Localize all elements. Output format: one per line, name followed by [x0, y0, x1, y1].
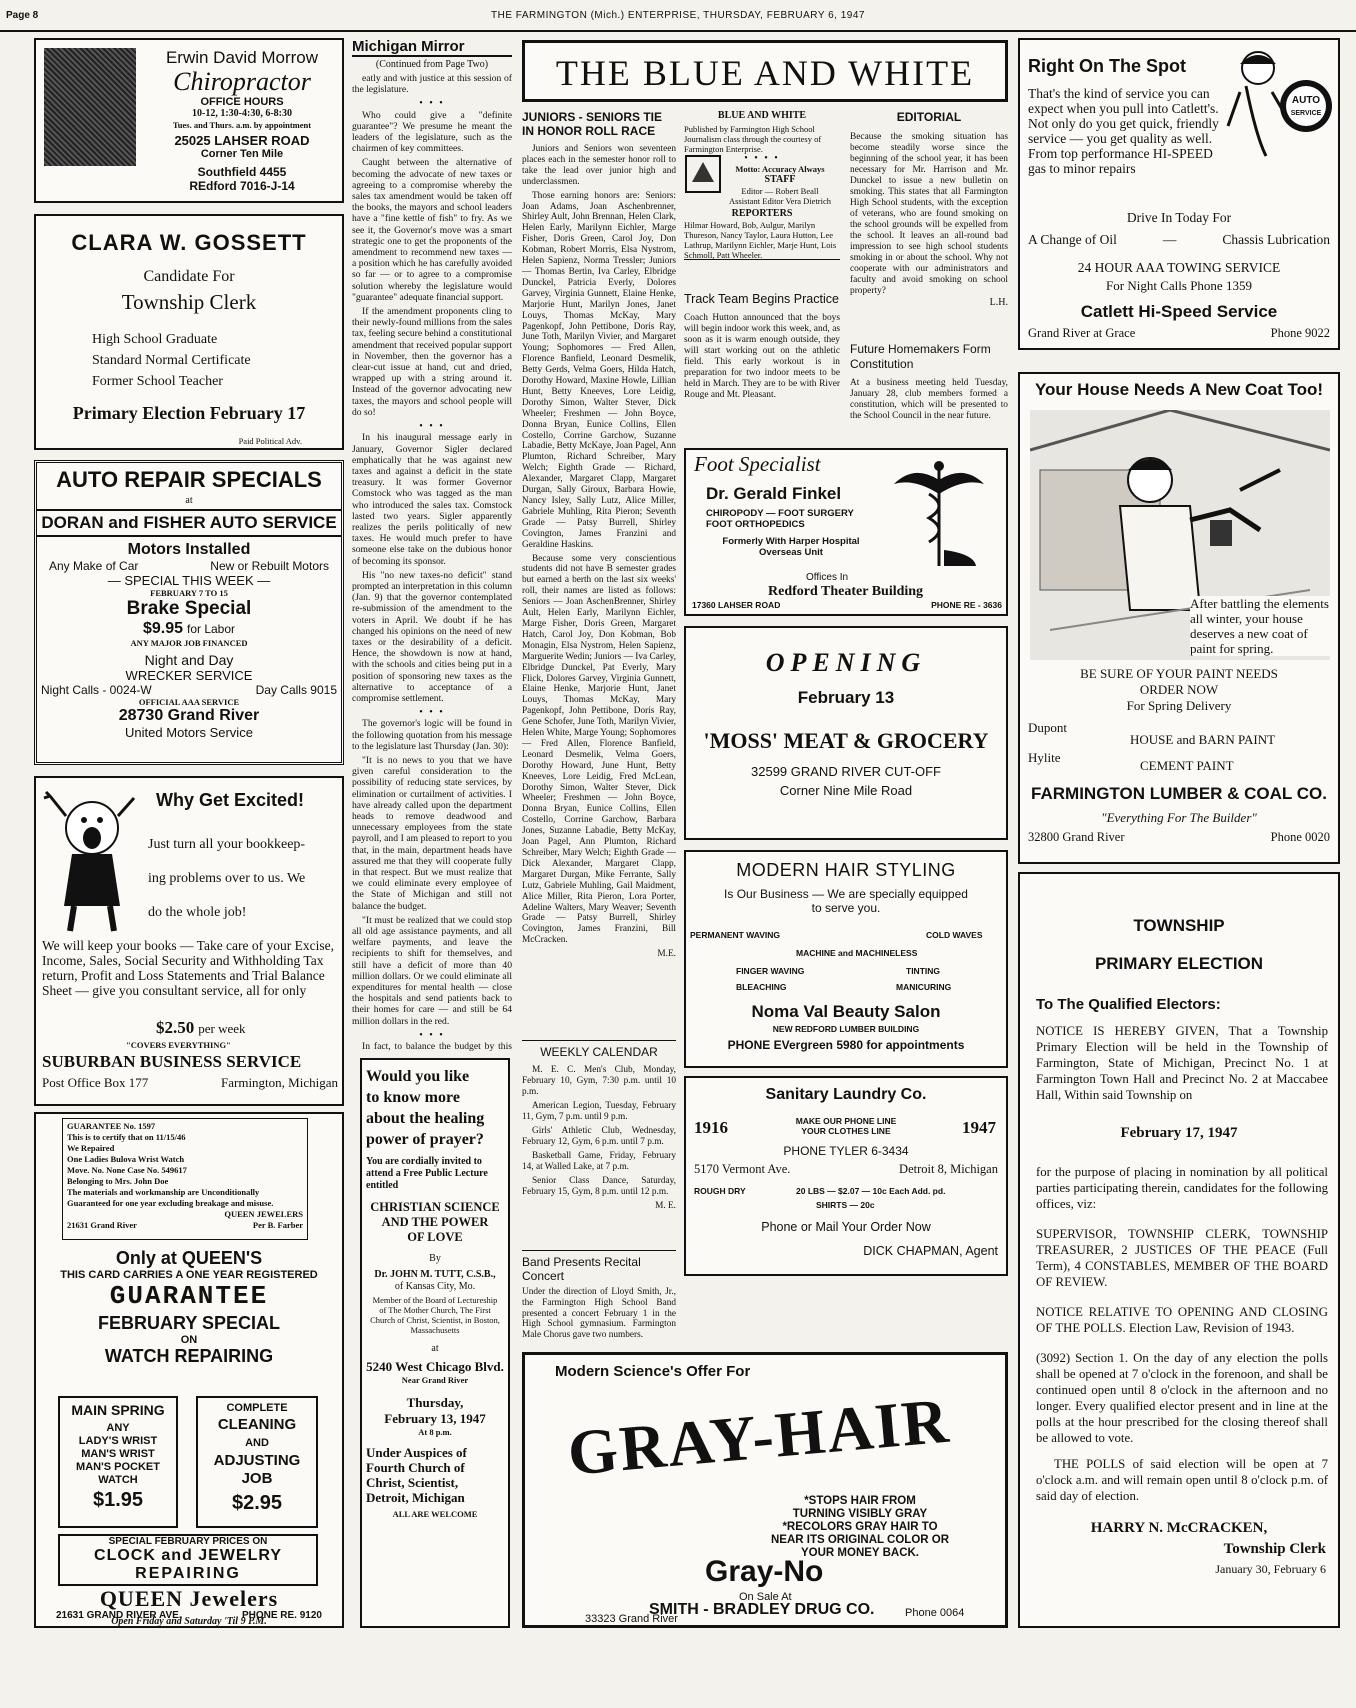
signer-role: Township Clerk	[1223, 1541, 1326, 1557]
paragraph: "It must be realized that we could stop all old age assistance payments, and all welfare payments, and leave the recipients to shift for themselves, and still have a deficit of more than 40 million dollars. Or we could eliminate all expenditures for mental health — close the hospitals and send patients back to their homes for care — and still be 64 million dollars in the red.	[352, 914, 512, 1027]
township-election-notice	[1018, 872, 1340, 1628]
for-labor: for Labor	[187, 622, 236, 636]
ad-gossett	[34, 214, 344, 450]
po-box: Post Office Box 177	[42, 1075, 149, 1090]
subtitle-2: to serve you.	[811, 901, 881, 915]
venue: 5240 West Chicago Blvd.	[366, 1359, 504, 1374]
article-title: JUNIORS - SENIORS TIE IN HONOR ROLL RACE	[522, 110, 663, 138]
night-and-day: Night and Day	[144, 652, 234, 668]
notice-paragraph: for the purpose of placing in nomination by all political parties participating therein, candidates for the following offices, viz:	[1036, 1165, 1328, 1211]
financed: ANY MAJOR JOB FINANCED	[130, 638, 248, 648]
agent: DICK CHAPMAN, Agent	[863, 1244, 998, 1258]
notice-paragraph: NOTICE RELATIVE TO OPENING AND CLOSING OF THE POLLS. Election Law, Revision of 1943.	[1036, 1305, 1328, 1335]
shirts: SHIRTS — 20c	[816, 1200, 875, 1210]
company-name: FARMINGTON LUMBER & COAL CO.	[1031, 784, 1327, 803]
special-prices-box	[58, 1534, 318, 1586]
hours: 10-12, 1:30-4:30, 6-8:30	[192, 108, 292, 119]
cleaning-item: ADJUSTING	[213, 1452, 301, 1469]
day: Thursday,	[406, 1395, 464, 1410]
house-barn-paint: HOUSE and BARN PAINT	[1130, 732, 1276, 747]
service: MACHINE and MACHINELESS	[796, 948, 918, 958]
service: BLEACHING	[736, 982, 787, 992]
caduceus-foot-icon	[884, 454, 994, 574]
store: SMITH - BRADLEY DRUG CO.	[649, 1601, 875, 1618]
slogan: "Everything For The Builder"	[1101, 810, 1257, 825]
covers: "COVERS EVERYTHING"	[126, 1040, 231, 1050]
speaker-city: of Kansas City, Mo.	[394, 1281, 476, 1292]
ad-queen-jewelers	[34, 1112, 344, 1628]
mainspring-item: MAN'S POCKET	[76, 1461, 160, 1473]
brand: Gray-No	[705, 1555, 824, 1588]
ticket-move: Move. No. None Case No. 549617	[67, 1165, 187, 1175]
formerly: Formerly With Harper Hospital	[722, 536, 860, 547]
qualification-3: Former School Teacher	[92, 374, 223, 389]
calendar-item: American Legion, Tuesday, February 11, Gym, 7 p.m. until 9 p.m.	[522, 1101, 676, 1122]
near: Near Grand River	[401, 1375, 469, 1385]
day-calls: Day Calls 9015	[255, 683, 337, 697]
calendar-item: Senior Class Dance, Saturday, February 15, Gym, 8 p.m. until 12 p.m.	[522, 1176, 676, 1197]
ad-morrow-chiropractor	[34, 38, 344, 203]
spring-delivery: For Spring Delivery	[1126, 698, 1232, 713]
location: Grand River at Grace	[1028, 326, 1136, 340]
drive-in: Drive In Today For	[1126, 210, 1232, 225]
oil-change: A Change of Oil	[1028, 232, 1117, 247]
paragraph: Caught between the alternative of becoming the advocate of new taxes or agreeing to a compromise whereby the sales tax amendment would be taken off the books, the mayors and school leaders have a "fine kettle of fish" to fry. As we see it, the Governor's move was a smart strategic one to get the proponents of the amendment to recommend new taxes — a position which he has carefully avoided so far — or to agree to a compromise solution whereby the legislature would "guarantee" adequate financial support.	[352, 157, 512, 303]
offer: Modern Science's Offer For	[555, 1363, 751, 1380]
cartoon-figure-icon	[42, 786, 142, 936]
year-founded: 1916	[694, 1118, 728, 1137]
qualification-1: High School Graduate	[92, 332, 218, 347]
article-body: Under the direction of Lloyd Smith, Jr., the Farmington High School Band presented a concert February 1 in the High School gymnasium. Farmington Male Chorus gave two numbers.	[522, 1287, 676, 1341]
address: 28730 Grand River	[118, 707, 260, 724]
editorial-title: EDITORIAL	[896, 110, 962, 124]
article-title: Band Presents Recital Concert	[522, 1250, 676, 1283]
notice-paragraph: SUPERVISOR, TOWNSHIP CLERK, TOWNSHIP TREASURER, 2 JUSTICES OF THE PEACE (Full Term), 4 CONSTABLES, MEMBER OF THE BOARD OF REVIEW.	[1036, 1227, 1328, 1289]
notice-title-2: PRIMARY ELECTION	[1094, 954, 1264, 973]
welcome: ALL ARE WELCOME	[392, 1509, 478, 1519]
jeweler-address: 21631 GRAND RIVER AVE.	[56, 1610, 182, 1621]
headline-2: to know more	[366, 1089, 460, 1106]
appointment: Tues. and Thurs. a.m. by appointment	[172, 120, 312, 130]
specialty-1: CHIROPODY — FOOT SURGERY	[706, 508, 854, 519]
headline-4: power of prayer?	[366, 1131, 484, 1148]
editorial-signature: L.H.	[989, 297, 1008, 308]
ad-title: Foot Specialist	[694, 452, 821, 476]
official-aaa: OFFICIAL AAA SERVICE	[138, 697, 240, 707]
shop-name: DORAN and FISHER AUTO SERVICE	[37, 509, 341, 537]
signer: HARRY N. McCRACKEN,	[1090, 1520, 1268, 1536]
paragraph: Because some very conscientious students did not have B semester grades but earned a berth on the last six weeks' roll, their names are listed as follows: Seniors — Joan AschenBrenner, Shirley Ault, Helen Early, Marilynn Eichler, Marge Fisher, Doris Green, Margaret Hatch, Carol Joy, Don Kobman, Bob Monagin, Elsa Nystrom, Helen Sapienz, Marguerite Wedin; Juniors — Iva Carley, Elbridge Dunckel, Pat Everly, Mary Flick, Dolores Garvey, Virginia Gunnett, Elaine Henke, Marjorie Hunt, Janet Louys, Thomas McKay, Mary Pagenkopf, John Pettibone, Doris Ray, Gene Schofer, June Toth, Marilyn Vivier, Helen White, Marge Young; Sophomores — Fred Allen, Florence Banfield, Leonard Desmelik, Velma Goers, Dorothy Howard, June Hunt, Betty Kneeves, Lore Leidig, Fred McLean, Dorothy Simon, Walter Stever, Dick Wheeler; Freshmen — John Boyce, Donna Bryan, Eunice Collins, Ellen Costello, Corrine Garchow, Barbara Jones, Suzanne Labadie, Betty McKay, Joan Pagel, Ann Plumton, Richard Schreiber, Mary Welch; Eighth Grade — Dick Alexander, Margaret Clapp, Margaret Durgan, Mike Ferrante, Sally Lutz, Gabriele Muhling, Gail Maidment, Alice Miller, Rita Pieron, Lora Porter, Adeline Walters, Mary Weaver; Seventh Grade — Patsy Burrell, Shirley Covington, James Franzini, Bill McCracken.	[522, 553, 676, 946]
carries: THIS CARD CARRIES A ONE YEAR REGISTERED	[60, 1269, 318, 1281]
salon-phone: PHONE EVergreen 5980 for appointments	[727, 1038, 965, 1052]
motors-installed: Motors Installed	[127, 541, 251, 558]
opening-date: February 13	[797, 688, 895, 707]
mainspring-item: LADY'S WRIST	[78, 1435, 158, 1447]
speaker: Dr. JOHN M. TUTT, C.S.B.,	[374, 1269, 496, 1280]
overseas: Overseas Unit	[759, 547, 823, 558]
cleaning-item: AND	[245, 1437, 269, 1449]
per-week: per week	[198, 1021, 246, 1036]
ticket-queen: QUEEN JEWELERS	[224, 1209, 303, 1219]
watch-repairing: WATCH REPAIRING	[104, 1346, 274, 1366]
paragraph: His "no new taxes-no deficit" stand prompted an interpretation in this column (Jan. 9) that the governor contemplated re-submission of the amendment to the voters in April. We doubt if he has changed his opinions on the need of new taxes or the desirability of a deficit. Hence, the showdown is now at hand, with the schools and cities being put in a position of sponsoring new taxes as the alternative to acceptance of a compromise settlement.	[352, 569, 512, 704]
price: $9.95	[142, 620, 183, 637]
ad-doran-fisher	[34, 460, 344, 765]
jeweler-name: QUEEN Jewelers	[99, 1588, 279, 1611]
ticket-we: We Repaired	[67, 1143, 115, 1153]
notice-paragraph: NOTICE IS HEREBY GIVEN, That a Township Primary Election will be held in the Township of Farmington, State of Michigan, Precinct No. 1 at Farmington Town Hall and Precinct No. 2 at Maccabee Hall, Within said Township on	[1036, 1024, 1328, 1102]
ad-catlett	[1018, 38, 1340, 350]
calendar-item: M. E. C. Men's Club, Monday, February 10, Gym, 7:30 p.m. until 10 p.m.	[522, 1065, 676, 1097]
headline-1: Would you like	[366, 1068, 470, 1085]
notice-date: February 17, 1947	[1120, 1125, 1238, 1141]
offices-in: Offices In	[806, 572, 849, 583]
wrecker: WRECKER SERVICE	[125, 668, 253, 683]
notice-paragraph: (3092) Section 1. On the day of any election the polls shall be opened at 7 o'clock in the forenoon, and shall be continued open until 8 o'clock in the afternoon and no longer. Every qualified elector present and in line at the polls at the hour prescribed for the closing thereof shall be allowed to vote.	[1036, 1351, 1328, 1445]
band-article	[522, 1250, 676, 1346]
michigan-mirror-column: Michigan Mirror (Continued from Page Two) eatly and with justice at this session of the legislature. • • • Who could give a "definite guarantee"? We presume he meant the leaders of the legislature, such as the chairmen of key committees. Caught between the alternative of becoming the advocate of new taxes or agreeing to a compromise whereby the sales tax amendment would be taken off the books, the mayors and school leaders have a "fine kettle of fish" to fry. As we see it, the Governor's move was a smart strategic one to get the proponents of the amendment to recommend new taxes — a position which he has carefully avoided so far — or to agree to a compromise solution whereby the legislature would "guarantee" adequate financial support. If the amendment proponents cling to their newly-found millions from the sales tax, feeling secure behind a constitutional amendment that received popular support in November, then the governor has a clear-cut issue at hand, cut and dried, wrapped up with a string around it. Instead of the governor advocating new taxes, the mayors and school people will do so! • • • In his inaugural message early in January, Governor Sigler declared emphatically that he was against new taxes and against a deficit in the state treasury. It was former Governor Comstock who was tagged as the man who introduced the sales tax. Comstock lasted two years. Sigler apparently realizes the perils politically of new taxes. He would much prefer to have someone else take on the dubious honor of becoming its sponsor. His "no new taxes-no deficit" stand prompted an interpretation in this column (Jan. 9) that the governor contemplated re-submission of the amendment to the voters in April. We doubt if he has changed his opinions on the need of new taxes or the desirability of a deficit. Hence, the showdown is now at hand, with the schools and cities being put in a position of sponsoring new taxes as the alternative to acceptance of a compromise settlement. • • • The governor's logic will be found in the following quotation from his message to the legislature last Thursday (Jan. 30): "It is no news to you that we have given careful consideration to the possibility of reducing state services, by elimination or curtailment of activities. I have already called upon the department heads to remove deadwood and unnecessary employees from the state payroll, and I am pleased to report to you that, in the main, department heads have assured me that they will cooperate fully in that respect. But we must realize that we could eliminate every employee of the State of Michigan and still not balance the budget. "It must be realized that we could stop all old age assistance payments, and all welfare payments, and leave the recipients to shift for themselves, and still have a deficit of more than 40 million dollars. Or we could eliminate all expenditures for mental health — close the hospitals and send patients back to their homes for care — and still be 64 million dollars in the red. • • • In fact, to balance the budget by this	[352, 38, 512, 1052]
service: TINTING	[906, 966, 940, 976]
rate: 20 LBS — $2.07 — 10c Each Add. pd.	[796, 1186, 946, 1196]
ticket-certify: This is to certify that on 11/15/46	[67, 1132, 186, 1142]
ticket-item: One Ladies Bulova Wrist Watch	[67, 1154, 185, 1164]
cleaning-box	[196, 1396, 318, 1528]
staff-title: BLUE AND WHITE	[717, 110, 807, 121]
open-hours: Open Friday and Saturday 'Til 9 P.M.	[111, 1616, 267, 1627]
motto: Motto: Accuracy Always	[735, 164, 825, 174]
service: PERMANENT WAVING	[690, 930, 781, 940]
by: By	[429, 1253, 441, 1264]
notice-title-1: TOWNSHIP	[1133, 916, 1225, 935]
ticket-number: GUARANTEE No. 1597	[67, 1121, 156, 1131]
claim: YOUR MONEY BACK.	[801, 1547, 919, 1559]
opening: OPENING	[765, 648, 927, 677]
publication-dates: January 30, February 6	[1215, 1562, 1326, 1576]
brand-hylite: Hylite	[1028, 750, 1061, 765]
be-sure: BE SURE OF YOUR PAINT NEEDS	[1080, 666, 1278, 681]
store-address: 32599 GRAND RIVER CUT-OFF	[751, 764, 941, 779]
store-corner: Corner Nine Mile Road	[779, 783, 913, 798]
store-address: 33323 Grand River	[585, 1613, 678, 1625]
ad-farmington-lumber	[1018, 372, 1340, 864]
mainspring-title: MAIN SPRING	[71, 1402, 165, 1418]
lecture-title-3: OF LOVE	[407, 1230, 463, 1244]
headline: Why Get Excited!	[156, 790, 305, 810]
united-motors: United Motors Service	[125, 725, 253, 740]
published: Published by Farmington High School Journalism class through the courtesy of Farmington Enterprise.	[684, 124, 822, 154]
reporters-label: REPORTERS	[731, 208, 793, 219]
candidate-name: CLARA W. GOSSETT	[71, 230, 307, 255]
paragraph: eatly and with justice at this session of the legislature.	[352, 73, 512, 96]
page-number: Page 8	[6, 10, 39, 21]
ad-title: Your House Needs A New Coat Too!	[1034, 380, 1324, 399]
store-phone: Phone 0064	[905, 1607, 965, 1619]
date: February 13, 1947	[384, 1411, 486, 1426]
order: Phone or Mail Your Order Now	[761, 1220, 931, 1234]
ad-christian-science	[360, 1058, 510, 1628]
reporter-names: Hilmar Howard, Bob, Aulgur, Marilyn Thureson, Nancy Taylor, Laura Hutton, Lee Lathrup, Marilynn Eichler, Marje Hunt, Lois Schmoll, Patt Wheeler.	[684, 220, 837, 260]
price: $2.50	[156, 1018, 195, 1037]
mainspring-price: $1.95	[92, 1489, 144, 1511]
corner: Corner Ten Mile	[200, 148, 284, 160]
tow-service: 24 HOUR AAA TOWING SERVICE	[1077, 260, 1281, 275]
clock-jewelry: CLOCK and JEWELRY	[94, 1547, 282, 1564]
editorial-article	[850, 110, 1008, 336]
auspices-4: Detroit, Michigan	[366, 1490, 465, 1505]
rough-dry: ROUGH DRY	[694, 1186, 746, 1196]
editor: Editor — Robert Beall	[741, 186, 819, 196]
speaker-member: Member of the Board of Lectureship of The Mother Church, The First Church of Christ, Scientist, in Boston, Massachusetts	[370, 1295, 500, 1335]
track-article	[684, 292, 840, 444]
ad-title: MODERN HAIR STYLING	[736, 860, 956, 880]
signature: M. E.	[655, 1201, 676, 1211]
election-date: Primary Election February 17	[72, 403, 306, 423]
weekly-calendar	[522, 1040, 676, 1240]
ad-sanitary-laundry	[684, 1076, 1008, 1276]
slogan-1: MAKE OUR PHONE LINE	[795, 1116, 897, 1126]
chassis: Chassis Lubrication	[1222, 232, 1330, 247]
ticket-per: Per B. Farber	[252, 1220, 303, 1230]
business-name: SUBURBAN BUSINESS SERVICE	[42, 1052, 302, 1071]
paragraph: "It is no news to you that we have given careful consideration to the possibility of reducing state services, by elimination or curtailment of activities. I have already called upon the department heads to remove deadwood and unnecessary employees from the state payroll, and I am pleased to report to you that, in the main, department heads have assured me that they will cooperate fully in that respect. But we must realize that we could eliminate every employee of the State of Michigan and still not balance the budget.	[352, 754, 512, 912]
laundry-name: Sanitary Laundry Co.	[765, 1086, 927, 1103]
subtitle-1: Is Our Business — We are specially equipped	[724, 887, 968, 901]
auspices-2: Fourth Church of	[366, 1460, 465, 1475]
at-label: at	[185, 495, 193, 506]
editorial-body: Because the smoking situation has become steadily worse since the beginning of the school year, it has been necessary for Mr. Harrison and Mr. Dunckel to issue a new bulletin on smoking. This states that all Farmington High School students, with the exception of veterans, who are found smoking on the school grounds will be expelled from the school. It leaves an all-round bad impression to see high school students smoking in or about the school. Why not cooperate with our administrators and faculty and avoid smoking on school property?	[850, 132, 1008, 296]
line-1: Just turn all your bookkeep-	[148, 837, 306, 852]
make-left: Any Make of Car	[49, 559, 139, 573]
specialty-2: FOOT ORTHOPEDICS	[706, 519, 805, 530]
town: Farmington, Michigan	[221, 1075, 338, 1090]
february-special: FEBRUARY SPECIAL	[97, 1313, 281, 1333]
staff-box: BLUE AND WHITE Published by Farmington High School Journalism class through the courtesy of Farmington Enterprise. • • • • Motto: Accuracy Always STAFF Editor — Robert Beall Assistant Editor Vera Dietrich REPORTERS Hilmar Howard, Bob, Aulgur, Marilyn Thureson, Nancy Taylor, Laura Hutton, Lee Lathrup, Marilynn Eichler, Marje Hunt, Lois Schmoll, Patt Wheeler.	[684, 110, 840, 260]
calendar-title: WEEKLY CALENDAR	[522, 1040, 676, 1059]
address: 17360 LAHSER ROAD	[692, 600, 781, 610]
line-2: ing problems over to us. We	[148, 871, 306, 886]
paragraph: Those earning honors are: Seniors: Joan Adams, Joan Aschenbrenner, Shirley Ault, John Brennan, Helen Clark, Helen Early, Marilynn Eichler, Marge Fisher, Doris Green, Carol Joy, Don Kobman, Robert Morris, Elsa Nystrom, Helen Sapienz, Norma Tressler; Juniors — Thomas Bertin, Iva Carley, Elbridge Dunckel, Patricia Everly, Dolores Garvey, Virginia Gunnett, Elaine Henke, Marjorie Hunt, Marilyn Jones, Janet Louys, Thomas McKay, Mary Pagenkopf, John Pettibone, Doris Ray, June Toth, Marilyn Vivier, and Margaret Young; Sophomores — Fred Allen, Florence Banfield, Leonard Desmelik, Betty Gerds, Velma Goers, Hilda Hatch, Dorothy Howard, Maxine Howle, Lillian Hunt, Betty Kneeves, Lore Leidig, Dorothy Simon, Walter Stever, Dick Wheeler; Freshmen — John Boyce, Donna Bryan, Eunice Collins, Ellen Costello, Corrine Garchow, Suzanne Labadie, Betty McKaye, Joan Pagel, Ann Plumton, Richard Schreiber, Mary Welch; Eighth Grade — Richard, Alexander, Margaret Clapp, Margaret Durgan, Sally Giroux, Barbara Howie, Nancy Isley, Sally Lutz, Alice Miller, Gabriele Muhling, Rita Pieron; Seventh Grade — Patsy Burrell, Shirley Covington, James Franzini and Geraldine Haskins.	[522, 190, 676, 550]
on: ON	[180, 1334, 198, 1346]
repairing: REPAIRING	[135, 1565, 241, 1582]
make-right: New or Rebuilt Motors	[210, 559, 329, 573]
service: COLD WAVES	[926, 930, 983, 940]
cement-paint: CEMENT PAINT	[1140, 758, 1234, 773]
ad-body: That's the kind of service you can expect when you pull into Catlett's. Not only do you get quick, friendly service — you get quality as well. From top performance HI-SPEED gas to minor repairs	[1028, 86, 1219, 176]
profession: Chiropractor	[173, 67, 311, 96]
laundry-city: Detroit 8, Michigan	[899, 1162, 998, 1176]
blue-and-white-banner	[522, 40, 1008, 102]
guarantee: GUARANTEE	[109, 1281, 269, 1311]
ad-title: AUTO REPAIR SPECIALS	[56, 467, 322, 492]
badge-text-2: SERVICE	[1290, 110, 1322, 117]
address: 25025 LAHSER ROAD	[174, 133, 310, 148]
ticket-address: 21631 Grand River	[67, 1220, 137, 1230]
ad-gray-no	[522, 1352, 1008, 1628]
phone: Phone 9022	[1270, 326, 1330, 340]
article-body: Coach Hutton announced that the boys will begin indoor work this week, and, as soon as it is warm enough outside, they will start working out on the athletic field. This early workout is in preparation for two indoor meets to be held in March. They are to be with River Rouge and Mt. Pleasant.	[684, 313, 840, 400]
auspices-1: Under Auspices of	[366, 1445, 467, 1460]
salon-building: NEW REDFORD LUMBER BUILDING	[772, 1024, 920, 1034]
paragraph: Who could give a "definite guarantee"? We presume he meant the leaders of the legislature, such as the chairmen of key committees.	[352, 109, 512, 155]
mainspring-item: MAN'S WRIST	[81, 1448, 155, 1460]
candidate-for: Candidate For	[143, 268, 235, 285]
dash: —	[1162, 232, 1177, 247]
doctor-name: Dr. Gerald Finkel	[706, 484, 842, 503]
laundry-phone: PHONE TYLER 6-3434	[783, 1144, 909, 1158]
special-prices: SPECIAL FEBRUARY PRICES ON	[108, 1536, 268, 1547]
at: at	[431, 1343, 439, 1354]
ad-moss-grocery	[684, 626, 1008, 840]
cleaning-title: COMPLETE	[226, 1402, 288, 1414]
cleaning-item: JOB	[241, 1470, 273, 1487]
on-sale: On Sale At	[739, 1591, 792, 1603]
asst-editor: Assistant Editor Vera Dietrich	[728, 196, 832, 206]
time: At 8 p.m.	[418, 1427, 452, 1437]
masthead-title: THE FARMINGTON (Mich.) ENTERPRISE, THURSDAY, FEBRUARY 6, 1947	[491, 10, 865, 21]
mainspring-item: ANY	[106, 1422, 130, 1434]
ad-foot-specialist	[684, 448, 1008, 616]
claim: TURNING VISIBLY GRAY	[792, 1508, 928, 1520]
qualification-2: Standard Normal Certificate	[92, 353, 251, 368]
headline-3: about the healing	[366, 1110, 485, 1127]
paragraph: In fact, to balance the budget by this	[362, 1041, 512, 1052]
article-body: At a business meeting held Tuesday, January 28, club members formed a constitution, which will be presented to the School Council in the near future.	[850, 378, 1008, 421]
address: 32800 Grand River	[1028, 830, 1125, 844]
ticket-belonging: Belonging to Mrs. John Doe	[67, 1176, 169, 1186]
calendar-item: Basketball Game, Friday, February 14, at Walled Lake, at 7 p.m.	[522, 1151, 676, 1172]
after-battling: After battling the elements all winter, your house deserves a new coat of paint for spring.	[1190, 596, 1336, 656]
jeweler-phone: PHONE RE. 9120	[241, 1610, 322, 1621]
office: Township Clerk	[121, 290, 257, 314]
portrait-photo	[44, 48, 136, 166]
night-calls: Night Calls - 0024-W	[41, 683, 152, 697]
ad-suburban-business	[34, 776, 344, 1106]
special-week: — SPECIAL THIS WEEK —	[107, 573, 271, 588]
lecture-title-1: CHRISTIAN SCIENCE	[370, 1200, 500, 1214]
paragraph: In his inaugural message early in January, Governor Sigler declared emphatically that he was against new taxes and against a deficit in the state treasury. It was former Governor Comstock who was tagged as the man who introduced the sales tax. Comstock lasted two years. Sigler apparently realizes the perils politically of new taxes. He would much prefer to have someone else take on the dubious honor of becoming its sponsor.	[352, 432, 512, 567]
store-name: 'MOSS' MEAT & GROCERY	[703, 728, 989, 753]
brake-special: Brake Special	[126, 598, 252, 619]
guarantee-ticket	[62, 1118, 308, 1240]
building: Redford Theater Building	[768, 584, 924, 599]
phone: PHONE RE - 3636	[931, 600, 1002, 610]
staff-label: STAFF	[764, 174, 796, 185]
signature: M.E.	[657, 949, 676, 960]
gray-hair-headline: GRAY-HAIR	[565, 1384, 953, 1489]
ticket-materials: The materials and workmanship are Unconditionally Guaranteed for one year excluding breakage and misuse.	[67, 1187, 274, 1208]
article-title: Future Homemakers Form Constitution	[850, 342, 991, 371]
service: FINGER WAVING	[736, 966, 805, 976]
laundry-address: 5170 Vermont Ave.	[694, 1162, 791, 1176]
cleaning-item: CLEANING	[217, 1416, 297, 1433]
paragraph: If the amendment proponents cling to their newly-found millions from the sales tax, feeling secure behind a constitutional amendment that received popular support in November, then the governor has a clear-cut issue at hand, cut and dried, wrapped up with a string around it. Instead of the governor advocating new taxes, the mayors and school people will do so!	[352, 306, 512, 418]
phone-2: REdford 7016-J-14	[189, 179, 295, 193]
claim: *RECOLORS GRAY HAIR TO	[782, 1521, 938, 1533]
honor-roll-article	[522, 110, 676, 1030]
school-emblem-icon	[684, 154, 722, 194]
paragraph: Juniors and Seniors won seventeen places each in the semester honor roll to take the lead over junior high and underclassmen.	[522, 144, 676, 187]
ad-title: Right On The Spot	[1028, 56, 1186, 76]
hours-label: OFFICE HOURS	[200, 96, 284, 108]
order-now: ORDER NOW	[1139, 682, 1219, 697]
masthead	[0, 0, 1356, 34]
salon-name: Noma Val Beauty Salon	[751, 1002, 941, 1021]
mainspring-item: WATCH	[98, 1474, 138, 1486]
continued-note: (Continued from Page Two)	[375, 59, 489, 70]
body: We will keep your books — Take care of your Excise, Income, Sales, Social Security and Withholding Tax return, Profit and Loss Statements and Trial Balance Sheet — give you consultant service, all for only	[42, 938, 335, 998]
notice-paragraph: THE POLLS of said election will be open at 7 o'clock a.m. and will remain open until 8 o'clock p.m. of said day of election.	[1036, 1457, 1328, 1503]
dates: FEBRUARY 7 TO 15	[150, 588, 228, 598]
brand-dupont: Dupont	[1028, 720, 1067, 735]
invitation: You are cordially invited to attend a Free Public Lecture entitled	[366, 1156, 488, 1191]
claim: *STOPS HAIR FROM	[804, 1495, 916, 1507]
doctor-name: Erwin David Morrow	[165, 48, 319, 67]
calendar-item: Girls' Athletic Club, Wednesday, February 12, Gym, 6 p.m. until 7 p.m.	[522, 1126, 676, 1147]
year-current: 1947	[962, 1118, 996, 1137]
column-title: Michigan Mirror	[352, 38, 512, 57]
badge-text-1: AUTO	[1291, 95, 1321, 106]
line-3: do the whole job!	[148, 905, 247, 920]
notice-to: To The Qualified Electors:	[1036, 996, 1221, 1013]
station-name: Catlett Hi-Speed Service	[1080, 302, 1278, 321]
only-at: Only at QUEEN'S	[115, 1248, 263, 1268]
phone-1: Southfield 4455	[197, 165, 287, 179]
service: MANICURING	[896, 982, 952, 992]
paragraph: The governor's logic will be found in the following quotation from his message to the legislature last Thursday (Jan. 30):	[352, 718, 512, 752]
claim: NEAR ITS ORIGINAL COLOR OR	[770, 1534, 950, 1546]
auspices-3: Christ, Scientist,	[366, 1475, 459, 1490]
cleaning-price: $2.95	[231, 1492, 283, 1514]
article-title: Track Team Begins Practice	[684, 292, 839, 306]
mechanic-badge-icon	[1226, 46, 1336, 166]
night-calls: For Night Calls Phone 1359	[1106, 278, 1252, 293]
ad-hair-styling	[684, 850, 1008, 1068]
paid-adv: Paid Political Adv.	[238, 436, 302, 446]
mainspring-box	[58, 1396, 178, 1528]
future-homemakers-article	[850, 342, 1008, 438]
lecture-title-2: AND THE POWER	[381, 1215, 489, 1229]
slogan-2: YOUR CLOTHES LINE	[801, 1126, 891, 1136]
phone: Phone 0020	[1270, 830, 1330, 844]
banner-title: THE BLUE AND WHITE	[555, 53, 975, 93]
